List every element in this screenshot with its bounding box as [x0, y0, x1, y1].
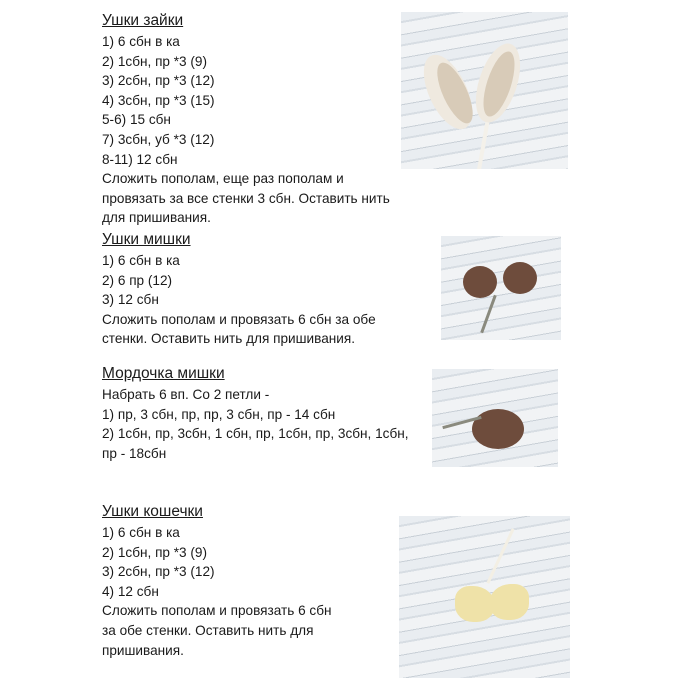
line: 1) 6 сбн в ка: [102, 34, 180, 49]
section-title: Ушки кошечки: [102, 503, 203, 520]
bunny-ears-photo: [401, 12, 568, 169]
line: 5-6) 15 сбн: [102, 112, 171, 128]
line: 2) 6 пр (12): [102, 272, 173, 288]
line: 3) 12 сбн: [102, 292, 159, 308]
line: 3) 2сбн, пр *3 (12): [102, 73, 215, 89]
section-cat-ears: [102, 501, 332, 660]
section-title: Ушки мишки: [102, 231, 191, 248]
cat-ears-photo: [399, 516, 570, 678]
line: пр - 18сбн: [102, 445, 167, 461]
bear-muzzle-photo: [432, 369, 558, 467]
line: 8-11) 12 сбн: [102, 151, 178, 167]
bear-ears-photo: [441, 236, 561, 340]
line: 1) 6 сбн в ка: [102, 253, 180, 268]
line: Сложить пополам и провязать 6 сбн за обе: [102, 311, 376, 327]
line: для пришивания.: [102, 210, 211, 226]
line: 3) 2сбн, пр *3 (12): [102, 564, 215, 580]
section-bunny-ears: [102, 10, 390, 228]
line: Сложить пополам и провязать 6 сбн: [102, 603, 332, 619]
line: 1) 6 сбн в ка: [102, 525, 180, 540]
line: 4) 3сбн, пр *3 (15): [102, 92, 215, 108]
section-bear-ears: [102, 229, 376, 349]
line: 4) 12 сбн: [102, 583, 159, 599]
line: 1) пр, 3 сбн, пр, пр, 3 сбн, пр - 14 сбн: [102, 406, 336, 422]
section-bear-muzzle: [102, 363, 426, 463]
line: пришивания.: [102, 642, 184, 658]
line: провязать за все стенки 3 сбн. Оставить нить: [102, 190, 390, 206]
line: 2) 1сбн, пр *3 (9): [102, 544, 208, 560]
section-title: Мордочка мишки: [102, 365, 225, 382]
section-title: Ушки зайки: [102, 12, 184, 29]
line: 7) 3сбн, уб *3 (12): [102, 131, 215, 147]
line: Набрать 6 вп. Со 2 петли -: [102, 387, 270, 402]
line: стенки. Оставить нить для пришивания.: [102, 331, 356, 347]
line: 2) 1сбн, пр *3 (9): [102, 53, 208, 69]
line: за обе стенки. Оставить нить для: [102, 622, 314, 638]
line: 2) 1сбн, пр, 3сбн, 1 сбн, пр, 1сбн, пр, 3сбн, 1сбн,: [102, 426, 409, 442]
line: Сложить пополам, еще раз пополам и: [102, 171, 344, 187]
